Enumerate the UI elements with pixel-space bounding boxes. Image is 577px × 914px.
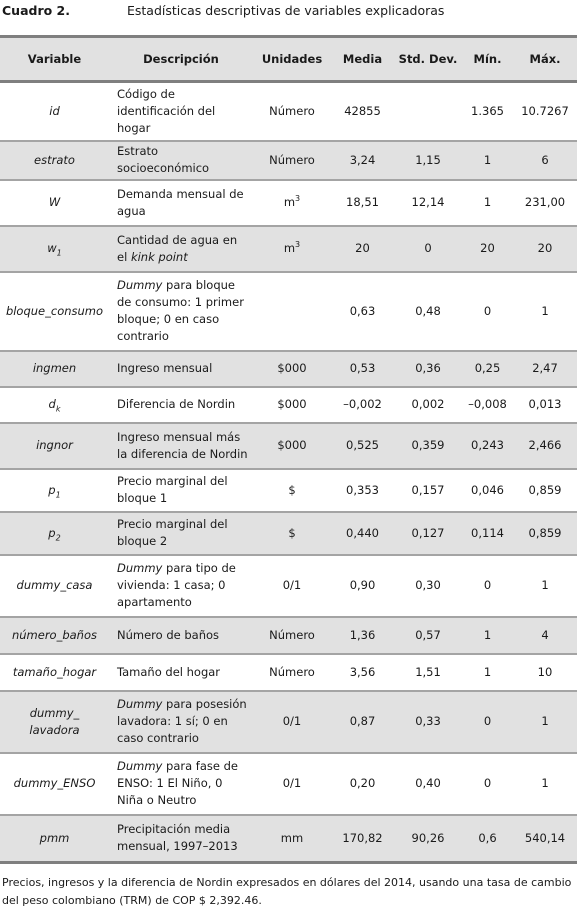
units-cell: $ <box>253 469 331 512</box>
std-dev-cell: 0,127 <box>394 512 462 555</box>
description-cell: Ingreso mensual más la diferencia de Nordin <box>109 423 253 469</box>
max-cell: 2,47 <box>513 351 577 387</box>
variable-cell: ingmen <box>0 351 109 387</box>
mean-cell: 0,353 <box>331 469 394 512</box>
max-cell: 0,859 <box>513 469 577 512</box>
variable-cell: $w_1$ <box>0 226 109 272</box>
table-row <box>0 141 577 180</box>
mean-cell: 20 <box>331 226 394 272</box>
mean-cell: –0,002 <box>331 387 394 423</box>
units-cell <box>253 272 331 351</box>
variable-cell: W <box>0 180 109 226</box>
std-dev-cell: 0,36 <box>394 351 462 387</box>
max-cell: 1 <box>513 555 577 617</box>
mean-cell: 0,63 <box>331 272 394 351</box>
description-cell: Precio marginal del bloque 2 <box>109 512 253 555</box>
std-dev-cell: 0,30 <box>394 555 462 617</box>
std-dev-cell: 0,157 <box>394 469 462 512</box>
description-cell: Demanda mensual de agua <box>109 180 253 226</box>
variable-cell: $d_k$ <box>0 387 109 423</box>
table-row <box>0 753 577 815</box>
max-cell: 10 <box>513 654 577 691</box>
table-number: Cuadro 2. <box>2 3 71 18</box>
mean-cell: 0,525 <box>331 423 394 469</box>
max-cell: 1 <box>513 753 577 815</box>
mean-cell: 170,82 <box>331 815 394 863</box>
header-variable: Variable <box>0 37 109 82</box>
table-row <box>0 351 577 387</box>
description-cell: Ingreso mensual <box>109 351 253 387</box>
mean-cell: 1,36 <box>331 617 394 654</box>
description-cell: Precio marginal del bloque 1 <box>109 469 253 512</box>
units-cell: $000 <box>253 387 331 423</box>
description-cell: Estrato socioeconómico <box>109 141 253 180</box>
mean-cell: 0,440 <box>331 512 394 555</box>
table-row <box>0 469 577 512</box>
std-dev-cell: 0,359 <box>394 423 462 469</box>
max-cell: 20 <box>513 226 577 272</box>
std-dev-cell: 12,14 <box>394 180 462 226</box>
std-dev-cell: 1,51 <box>394 654 462 691</box>
description-cell: Dummy para posesión lavadora: 1 sí; 0 en caso contrario <box>109 691 253 753</box>
table-row <box>0 272 577 351</box>
description-cell: Código de identificación del hogar <box>109 82 253 141</box>
variable-cell: dummy_ lavadora <box>0 691 109 753</box>
std-dev-cell: 1,15 <box>394 141 462 180</box>
units-cell: $000 <box>253 423 331 469</box>
units-cell: Número <box>253 654 331 691</box>
std-dev-cell <box>394 82 462 141</box>
table-caption <box>0 3 577 23</box>
min-cell: 0 <box>462 272 513 351</box>
units-cell: mm <box>253 815 331 863</box>
header-min: Mín. <box>462 37 513 82</box>
description-cell: Precipitación media mensual, 1997–2013 <box>109 815 253 863</box>
min-cell: –0,008 <box>462 387 513 423</box>
units-cell: $m^3$ <box>253 226 331 272</box>
description-cell: Cantidad de agua en el kink point <box>109 226 253 272</box>
header-max: Máx. <box>513 37 577 82</box>
statistics-table <box>0 35 577 864</box>
table-row <box>0 555 577 617</box>
header-row <box>0 37 577 82</box>
variable-cell: dummy_ENSO <box>0 753 109 815</box>
std-dev-cell: 0,57 <box>394 617 462 654</box>
variable-cell: estrato <box>0 141 109 180</box>
table-row <box>0 617 577 654</box>
min-cell: 0,114 <box>462 512 513 555</box>
header-mean: Media <box>331 37 394 82</box>
min-cell: 1.365 <box>462 82 513 141</box>
std-dev-cell: 0,48 <box>394 272 462 351</box>
std-dev-cell: 0,33 <box>394 691 462 753</box>
min-cell: 20 <box>462 226 513 272</box>
variable-cell: número_baños <box>0 617 109 654</box>
table-row <box>0 654 577 691</box>
mean-cell: 0,53 <box>331 351 394 387</box>
variable-cell: bloque_consumo <box>0 272 109 351</box>
table-row <box>0 691 577 753</box>
min-cell: 1 <box>462 654 513 691</box>
table-row <box>0 226 577 272</box>
units-cell: Número <box>253 617 331 654</box>
min-cell: 0,046 <box>462 469 513 512</box>
min-cell: 1 <box>462 141 513 180</box>
min-cell: 0,243 <box>462 423 513 469</box>
mean-cell: 0,20 <box>331 753 394 815</box>
table-title: Estadísticas descriptivas de variables explicadoras <box>127 3 445 18</box>
max-cell: 4 <box>513 617 577 654</box>
description-cell: Dummy para bloque de consumo: 1 primer bloque; 0 en caso contrario <box>109 272 253 351</box>
variable-cell: $p_1$ <box>0 469 109 512</box>
description-cell: Tamaño del hogar <box>109 654 253 691</box>
min-cell: 1 <box>462 180 513 226</box>
max-cell: 6 <box>513 141 577 180</box>
variable-cell: ingnor <box>0 423 109 469</box>
variable-cell: pmm <box>0 815 109 863</box>
max-cell: 1 <box>513 691 577 753</box>
min-cell: 0,25 <box>462 351 513 387</box>
table-row <box>0 387 577 423</box>
header-std-dev: Std. Dev. <box>394 37 462 82</box>
min-cell: 0 <box>462 753 513 815</box>
min-cell: 0,6 <box>462 815 513 863</box>
units-cell: 0/1 <box>253 555 331 617</box>
table-row <box>0 815 577 863</box>
min-cell: 1 <box>462 617 513 654</box>
mean-cell: 42855 <box>331 82 394 141</box>
variable-cell: $p_2$ <box>0 512 109 555</box>
variable-cell: dummy_casa <box>0 555 109 617</box>
max-cell: 1 <box>513 272 577 351</box>
table-footnote: Precios, ingresos y la diferencia de Nordin expresados en dólares del 2014, usando una tasa de cambio del peso colombiano (TRM) de COP $ 2,392.46. <box>2 876 572 907</box>
max-cell: 0,013 <box>513 387 577 423</box>
variable-cell: id <box>0 82 109 141</box>
table-row <box>0 423 577 469</box>
max-cell: 2,466 <box>513 423 577 469</box>
table-row <box>0 180 577 226</box>
mean-cell: 0,87 <box>331 691 394 753</box>
min-cell: 0 <box>462 691 513 753</box>
units-cell: Número <box>253 82 331 141</box>
mean-cell: 3,56 <box>331 654 394 691</box>
max-cell: 231,00 <box>513 180 577 226</box>
units-cell: 0/1 <box>253 691 331 753</box>
units-cell: $m^3$ <box>253 180 331 226</box>
units-cell: $ <box>253 512 331 555</box>
mean-cell: 3,24 <box>331 141 394 180</box>
table-row <box>0 512 577 555</box>
header-description: Descripción <box>109 37 253 82</box>
description-cell: Número de baños <box>109 617 253 654</box>
mean-cell: 18,51 <box>331 180 394 226</box>
description-cell: Dummy para fase de ENSO: 1 El Niño, 0 Niña o Neutro <box>109 753 253 815</box>
min-cell: 0 <box>462 555 513 617</box>
std-dev-cell: 0 <box>394 226 462 272</box>
units-cell: Número <box>253 141 331 180</box>
description-cell: Dummy para tipo de vivienda: 1 casa; 0 apartamento <box>109 555 253 617</box>
std-dev-cell: 0,40 <box>394 753 462 815</box>
mean-cell: 0,90 <box>331 555 394 617</box>
units-cell: $000 <box>253 351 331 387</box>
header-units: Unidades <box>253 37 331 82</box>
std-dev-cell: 90,26 <box>394 815 462 863</box>
variable-cell: tamaño_hogar <box>0 654 109 691</box>
units-cell: 0/1 <box>253 753 331 815</box>
description-cell: Diferencia de Nordin <box>109 387 253 423</box>
max-cell: 10.7267 <box>513 82 577 141</box>
std-dev-cell: 0,002 <box>394 387 462 423</box>
max-cell: 0,859 <box>513 512 577 555</box>
max-cell: 540,14 <box>513 815 577 863</box>
table-row <box>0 82 577 141</box>
